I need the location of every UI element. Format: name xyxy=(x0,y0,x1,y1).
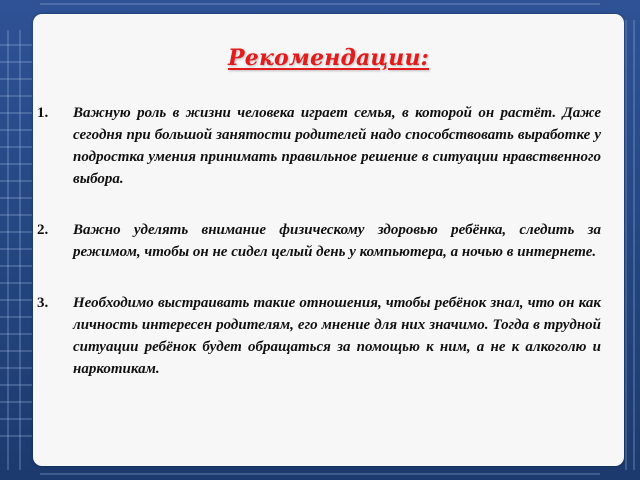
list-item-number: 1. xyxy=(37,105,49,121)
recommendations-list xyxy=(37,102,601,409)
slide-title: Рекомендации: xyxy=(228,45,429,71)
list-item-number: 2. xyxy=(37,222,49,238)
list-item xyxy=(37,292,601,380)
list-item-text: Важно уделять внимание физическому здоровью ребёнка, следить за режимом, чтобы он не сидел целый день у компьютера, а ночью в интернете. xyxy=(73,222,601,260)
list-item xyxy=(37,102,601,190)
list-item-text: Важную роль в жизни человека играет семья, в которой он растёт. Даже сегодня при большой занятости родителей надо способствовать выработке у подростка умения принимать правильное решение в ситуации нравственного выбора. xyxy=(73,105,601,187)
list-item-number: 3. xyxy=(37,295,49,311)
slide-content-panel xyxy=(33,14,624,466)
list-item xyxy=(37,219,601,263)
list-item-text: Необходимо выстраивать такие отношения, чтобы ребёнок знал, что он как личность интересен родителям, его мнение для них значимо. Тогда в трудной ситуации ребёнок будет обращаться за помощью к ним, а не к алкоголю и наркотикам. xyxy=(73,295,601,377)
